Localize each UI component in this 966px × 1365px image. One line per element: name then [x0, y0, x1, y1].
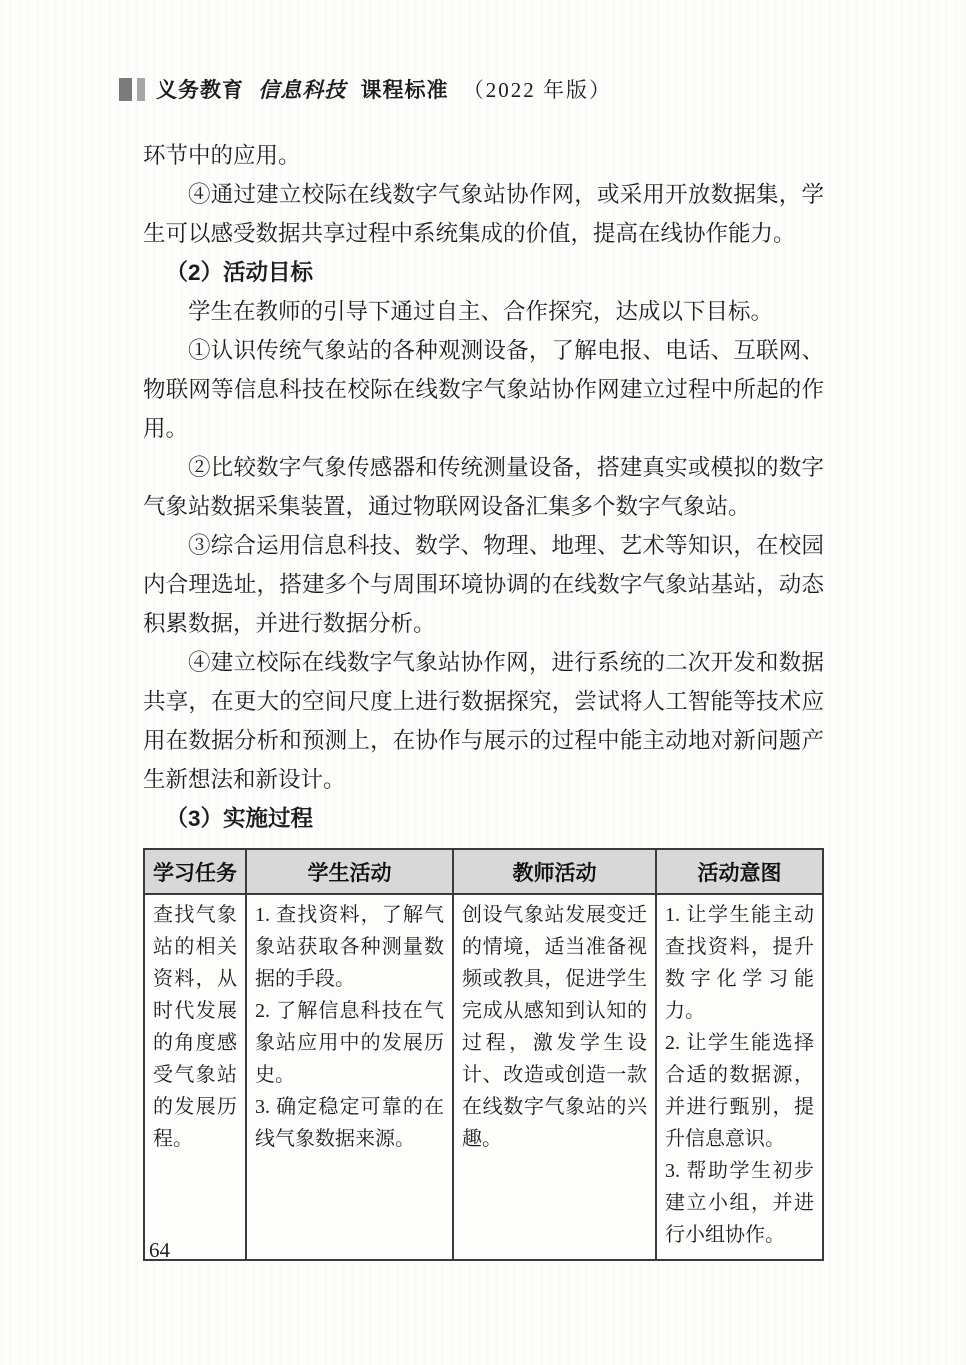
intent-item: 3. 帮助学生初步建立小组，并进行小组协作。	[665, 1160, 814, 1246]
title-type: 课程标准	[360, 79, 449, 102]
title-subject: 信息科技	[258, 78, 347, 102]
intent-item: 2. 让学生能选择合适的数据源，并进行甄别，提升信息意识。	[665, 1032, 814, 1150]
paragraph: ③综合运用信息科技、数学、物理、地理、艺术等知识，在校园内合理选址，搭建多个与周围环境协调的在线数字气象站基站，动态积累数据，并进行数据分析。	[143, 533, 824, 636]
paragraph: ④通过建立校际在线数字气象站协作网，或采用开放数据集，学生可以感受数据共享过程中系统集成的价值，提高在线协作能力。	[143, 182, 824, 246]
teacher-activity-cell	[453, 894, 656, 1260]
running-head	[119, 76, 612, 102]
activity-intent-cell	[656, 894, 823, 1260]
page-number: 64	[149, 1238, 170, 1262]
activity-table	[143, 848, 824, 1261]
title-stage: 义务教育	[156, 79, 244, 102]
task-cell	[144, 894, 246, 1260]
table-row	[144, 894, 823, 1260]
student-activity-cell	[246, 894, 453, 1260]
section-heading: （3）实施过程	[165, 806, 314, 831]
column-header-task: 学习任务	[144, 849, 246, 894]
title-edition: （2022 年版）	[462, 78, 612, 102]
student-item: 3. 确定稳定可靠的在线气象数据来源。	[255, 1096, 444, 1150]
paragraph: ②比较数字气象传感器和传统测量设备，搭建真实或模拟的数字气象站数据采集装置，通过物联网设备汇集多个数字气象站。	[143, 455, 824, 519]
decor-bar-dark-icon	[119, 78, 132, 101]
student-item: 1. 查找资料，了解气象站获取各种测量数据的手段。	[255, 904, 444, 990]
student-item: 2. 了解信息科技在气象站应用中的发展历史。	[255, 1000, 444, 1086]
decor-bar-light-icon	[137, 78, 145, 101]
task-text: 查找气象站的相关资料，从时代发展的角度感受气象站的发展历程。	[153, 904, 237, 1150]
column-header-intent: 活动意图	[656, 849, 823, 894]
intent-item: 1. 让学生能主动查找资料，提升数字化学习能力。	[665, 904, 814, 1022]
section-heading: （2）活动目标	[165, 260, 314, 285]
paragraph: ④建立校际在线数字气象站协作网，进行系统的二次开发和数据共享，在更大的空间尺度上进行数据探究，尝试将人工智能等技术应用在数据分析和预测上，在协作与展示的过程中能主动地对新问题产生新想法和新设计。	[143, 650, 824, 792]
teacher-text: 创设气象站发展变迁的情境，适当准备视频或教具，促进学生完成从感知到认知的过程，激发学生设计、改造或创造一款在线数字气象站的兴趣。	[462, 904, 647, 1150]
column-header-teacher: 教师活动	[453, 849, 656, 894]
paragraph-continuation: 环节中的应用。	[143, 143, 301, 168]
paragraph: 学生在教师的引导下通过自主、合作探究，达成以下目标。	[188, 299, 774, 324]
implementation-table-container	[143, 848, 824, 1261]
document-title	[156, 74, 612, 104]
column-header-student: 学生活动	[246, 849, 453, 894]
paragraph: ①认识传统气象站的各种观测设备，了解电报、电话、互联网、物联网等信息科技在校际在线数字气象站协作网建立过程中所起的作用。	[143, 338, 824, 441]
table-header-row	[144, 849, 823, 894]
body-text	[143, 136, 824, 838]
